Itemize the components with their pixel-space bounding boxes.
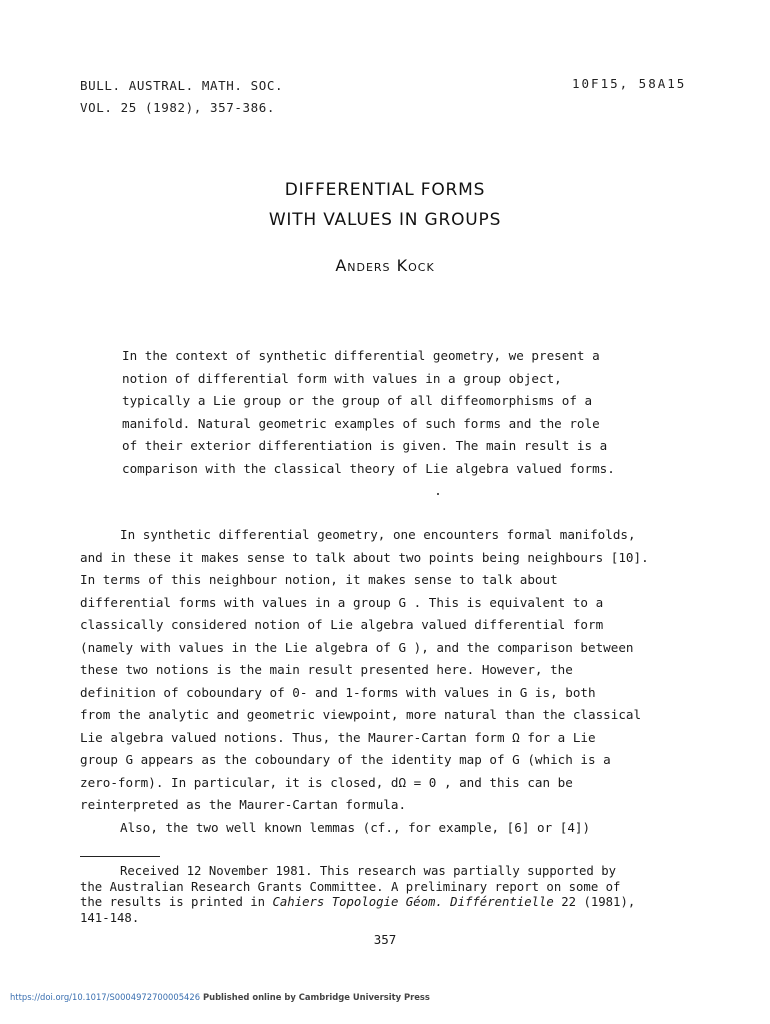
publisher-note: Published online by Cambridge University Press [200,992,430,1002]
body-line: In synthetic differential geometry, one encounters formal manifolds, [120,527,636,542]
body-line: definition of coboundary of 0- and 1-forms with values in G is, both [80,684,596,700]
doi-bar [10,992,430,1002]
body-line: (namely with values in the Lie algebra of G ), and the comparison between [80,639,634,655]
stray-dot [437,493,439,495]
abstract-line: comparison with the classical theory of Lie algebra valued forms. [122,460,615,476]
footnote-rule [80,856,160,857]
page-number: 357 [373,932,397,947]
journal-name: BULL. AUSTRAL. MATH. SOC. [80,78,284,93]
footnote [80,864,700,926]
abstract-line: notion of differential form with values in a group object, [122,370,562,386]
author-name: Anders Kock [335,256,435,275]
title-line-2: WITH VALUES IN GROUPS [268,210,502,230]
cited-journal: Cahiers Topologie Géom. Différentielle [272,895,554,909]
abstract [122,345,682,480]
body-line: from the analytic and geometric viewpoint, more natural than the classical [80,707,642,722]
footnote-line: 141-148. [80,910,140,925]
abstract-line: typically a Lie group or the group of all diffeomorphisms of a [122,393,593,408]
footnote-text: 22 (1981), [553,895,636,909]
body-line: differential forms with values in a group G . This is equivalent to a [80,594,604,610]
footnote-line: Received 12 November 1981. This research was partially supported by [120,864,617,878]
footnote-line: the Australian Research Grants Committee. A preliminary report on some of [80,879,621,894]
abstract-line: manifold. Natural geometric examples of such forms and the role [122,415,600,431]
journal-volume: VOL. 25 (1982), 357-386. [80,100,276,115]
body-line: reinterpreted as the Maurer-Cartan formula. [80,797,407,812]
body-line: and in these it makes sense to talk about two points being neighbours [10]. [80,549,649,565]
abstract-line: In the context of synthetic differential geometry, we present a [122,348,600,363]
body-line: zero-form). In particular, it is closed, dΩ = 0 , and this can be [80,774,573,790]
body-line: In terms of this neighbour notion, it makes sense to talk about [80,572,558,587]
body-line: these two notions is the main result presented here. However, the [80,662,573,677]
doi-link[interactable]: https://doi.org/10.1017/S0004972700005426 [10,992,201,1002]
footnote-line [80,895,700,911]
body-line: Lie algebra valued notions. Thus, the Maurer-Cartan form Ω for a Lie [80,729,596,745]
body-line: group G appears as the coboundary of the identity map of G (which is a [80,752,611,767]
subject-classification: 10F15, 58A15 [572,76,687,91]
body-line: Also, the two well known lemmas (cf., for example, [6] or [4]) [120,819,591,835]
body-text [80,524,690,839]
body-line: classically considered notion of Lie algebra valued differential form [80,617,604,632]
abstract-line: of their exterior differentiation is given. The main result is a [122,438,608,453]
footnote-text: the results is printed in [80,895,273,909]
title-line-1: DIFFERENTIAL FORMS [284,180,486,200]
